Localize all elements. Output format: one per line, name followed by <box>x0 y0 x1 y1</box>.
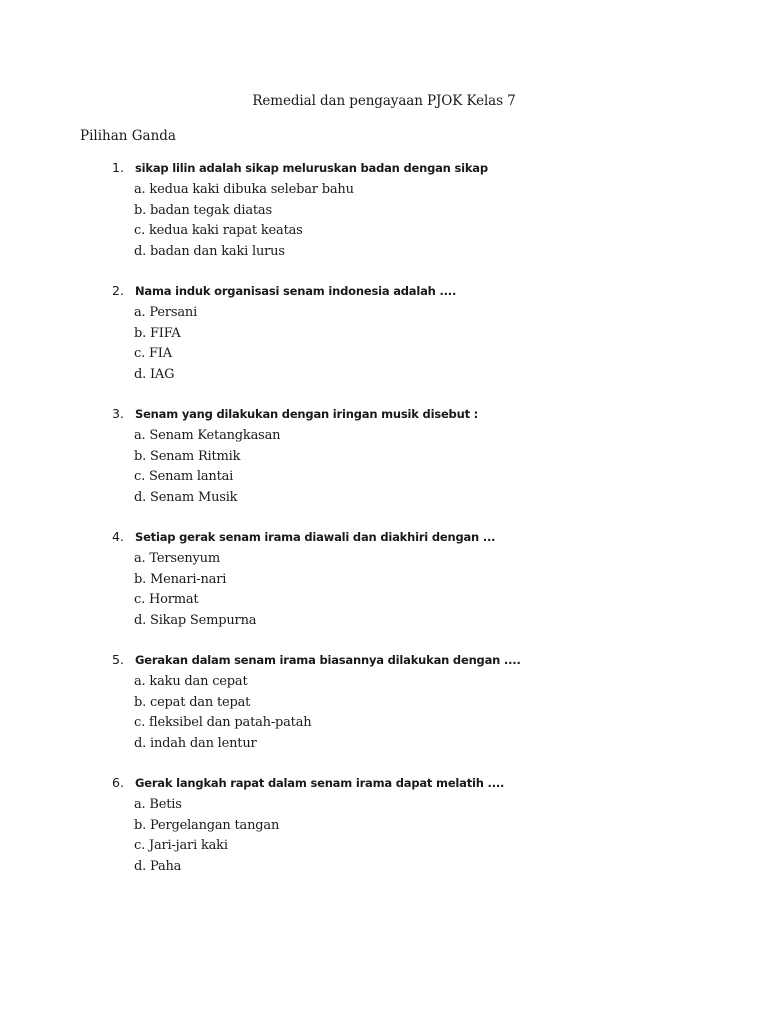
question-number: 6. <box>112 775 124 790</box>
question-number: 5. <box>112 652 124 667</box>
question-text: sikap lilin adalah sikap meluruskan badan dengan sikap <box>135 161 488 175</box>
answer-options <box>134 549 256 631</box>
answer-option: d. Sikap Sempurna <box>134 612 257 628</box>
question-text: Setiap gerak senam irama diawali dan diakhiri dengan ... <box>135 530 496 544</box>
answer-options <box>134 795 279 877</box>
answer-option: b. Menari-nari <box>134 571 227 587</box>
answer-option: d. badan dan kaki lurus <box>134 243 285 259</box>
question-number: 4. <box>112 529 124 544</box>
answer-option: d. Senam Musik <box>134 489 238 505</box>
question-text: Gerak langkah rapat dalam senam irama dapat melatih .... <box>135 776 505 790</box>
question-number: 3. <box>112 406 124 421</box>
answer-option: c. fleksibel dan patah-patah <box>134 715 312 731</box>
answer-option: d. Paha <box>134 858 182 874</box>
answer-option: c. Senam lantai <box>134 469 234 485</box>
answer-option: b. Senam Ritmik <box>134 448 241 464</box>
answer-option: d. IAG <box>134 366 175 382</box>
answer-option: a. Tersenyum <box>134 551 220 566</box>
question-text: Senam yang dilakukan dengan iringan musik disebut : <box>135 407 479 421</box>
answer-option: b. badan tegak diatas <box>134 202 272 218</box>
document-title: Remedial dan pengayaan PJOK Kelas 7 <box>252 93 516 109</box>
answer-options <box>134 426 280 508</box>
answer-option: b. Pergelangan tangan <box>134 817 280 833</box>
question-number: 1. <box>112 160 124 175</box>
answer-option: d. indah dan lentur <box>134 735 257 751</box>
question-text: Gerakan dalam senam irama biasannya dilakukan dengan .... <box>135 653 521 667</box>
answer-options <box>134 672 311 754</box>
answer-options <box>134 303 197 385</box>
answer-option: c. Hormat <box>134 592 199 608</box>
answer-options <box>134 180 354 262</box>
answer-option: c. FIA <box>134 346 172 362</box>
question-number: 2. <box>112 283 124 298</box>
answer-option: c. kedua kaki rapat keatas <box>134 223 303 239</box>
answer-option: a. Senam Ketangkasan <box>134 428 281 443</box>
answer-option: b. cepat dan tepat <box>134 694 251 710</box>
section-heading: Pilihan Ganda <box>80 128 176 144</box>
answer-option: a. kedua kaki dibuka selebar bahu <box>134 182 354 197</box>
answer-option: a. Betis <box>134 797 182 812</box>
answer-option: a. kaku dan cepat <box>134 674 248 689</box>
question-text: Nama induk organisasi senam indonesia adalah .... <box>135 284 457 298</box>
answer-option: b. FIFA <box>134 325 181 341</box>
answer-option: c. Jari-jari kaki <box>134 838 228 854</box>
answer-option: a. Persani <box>134 305 198 320</box>
